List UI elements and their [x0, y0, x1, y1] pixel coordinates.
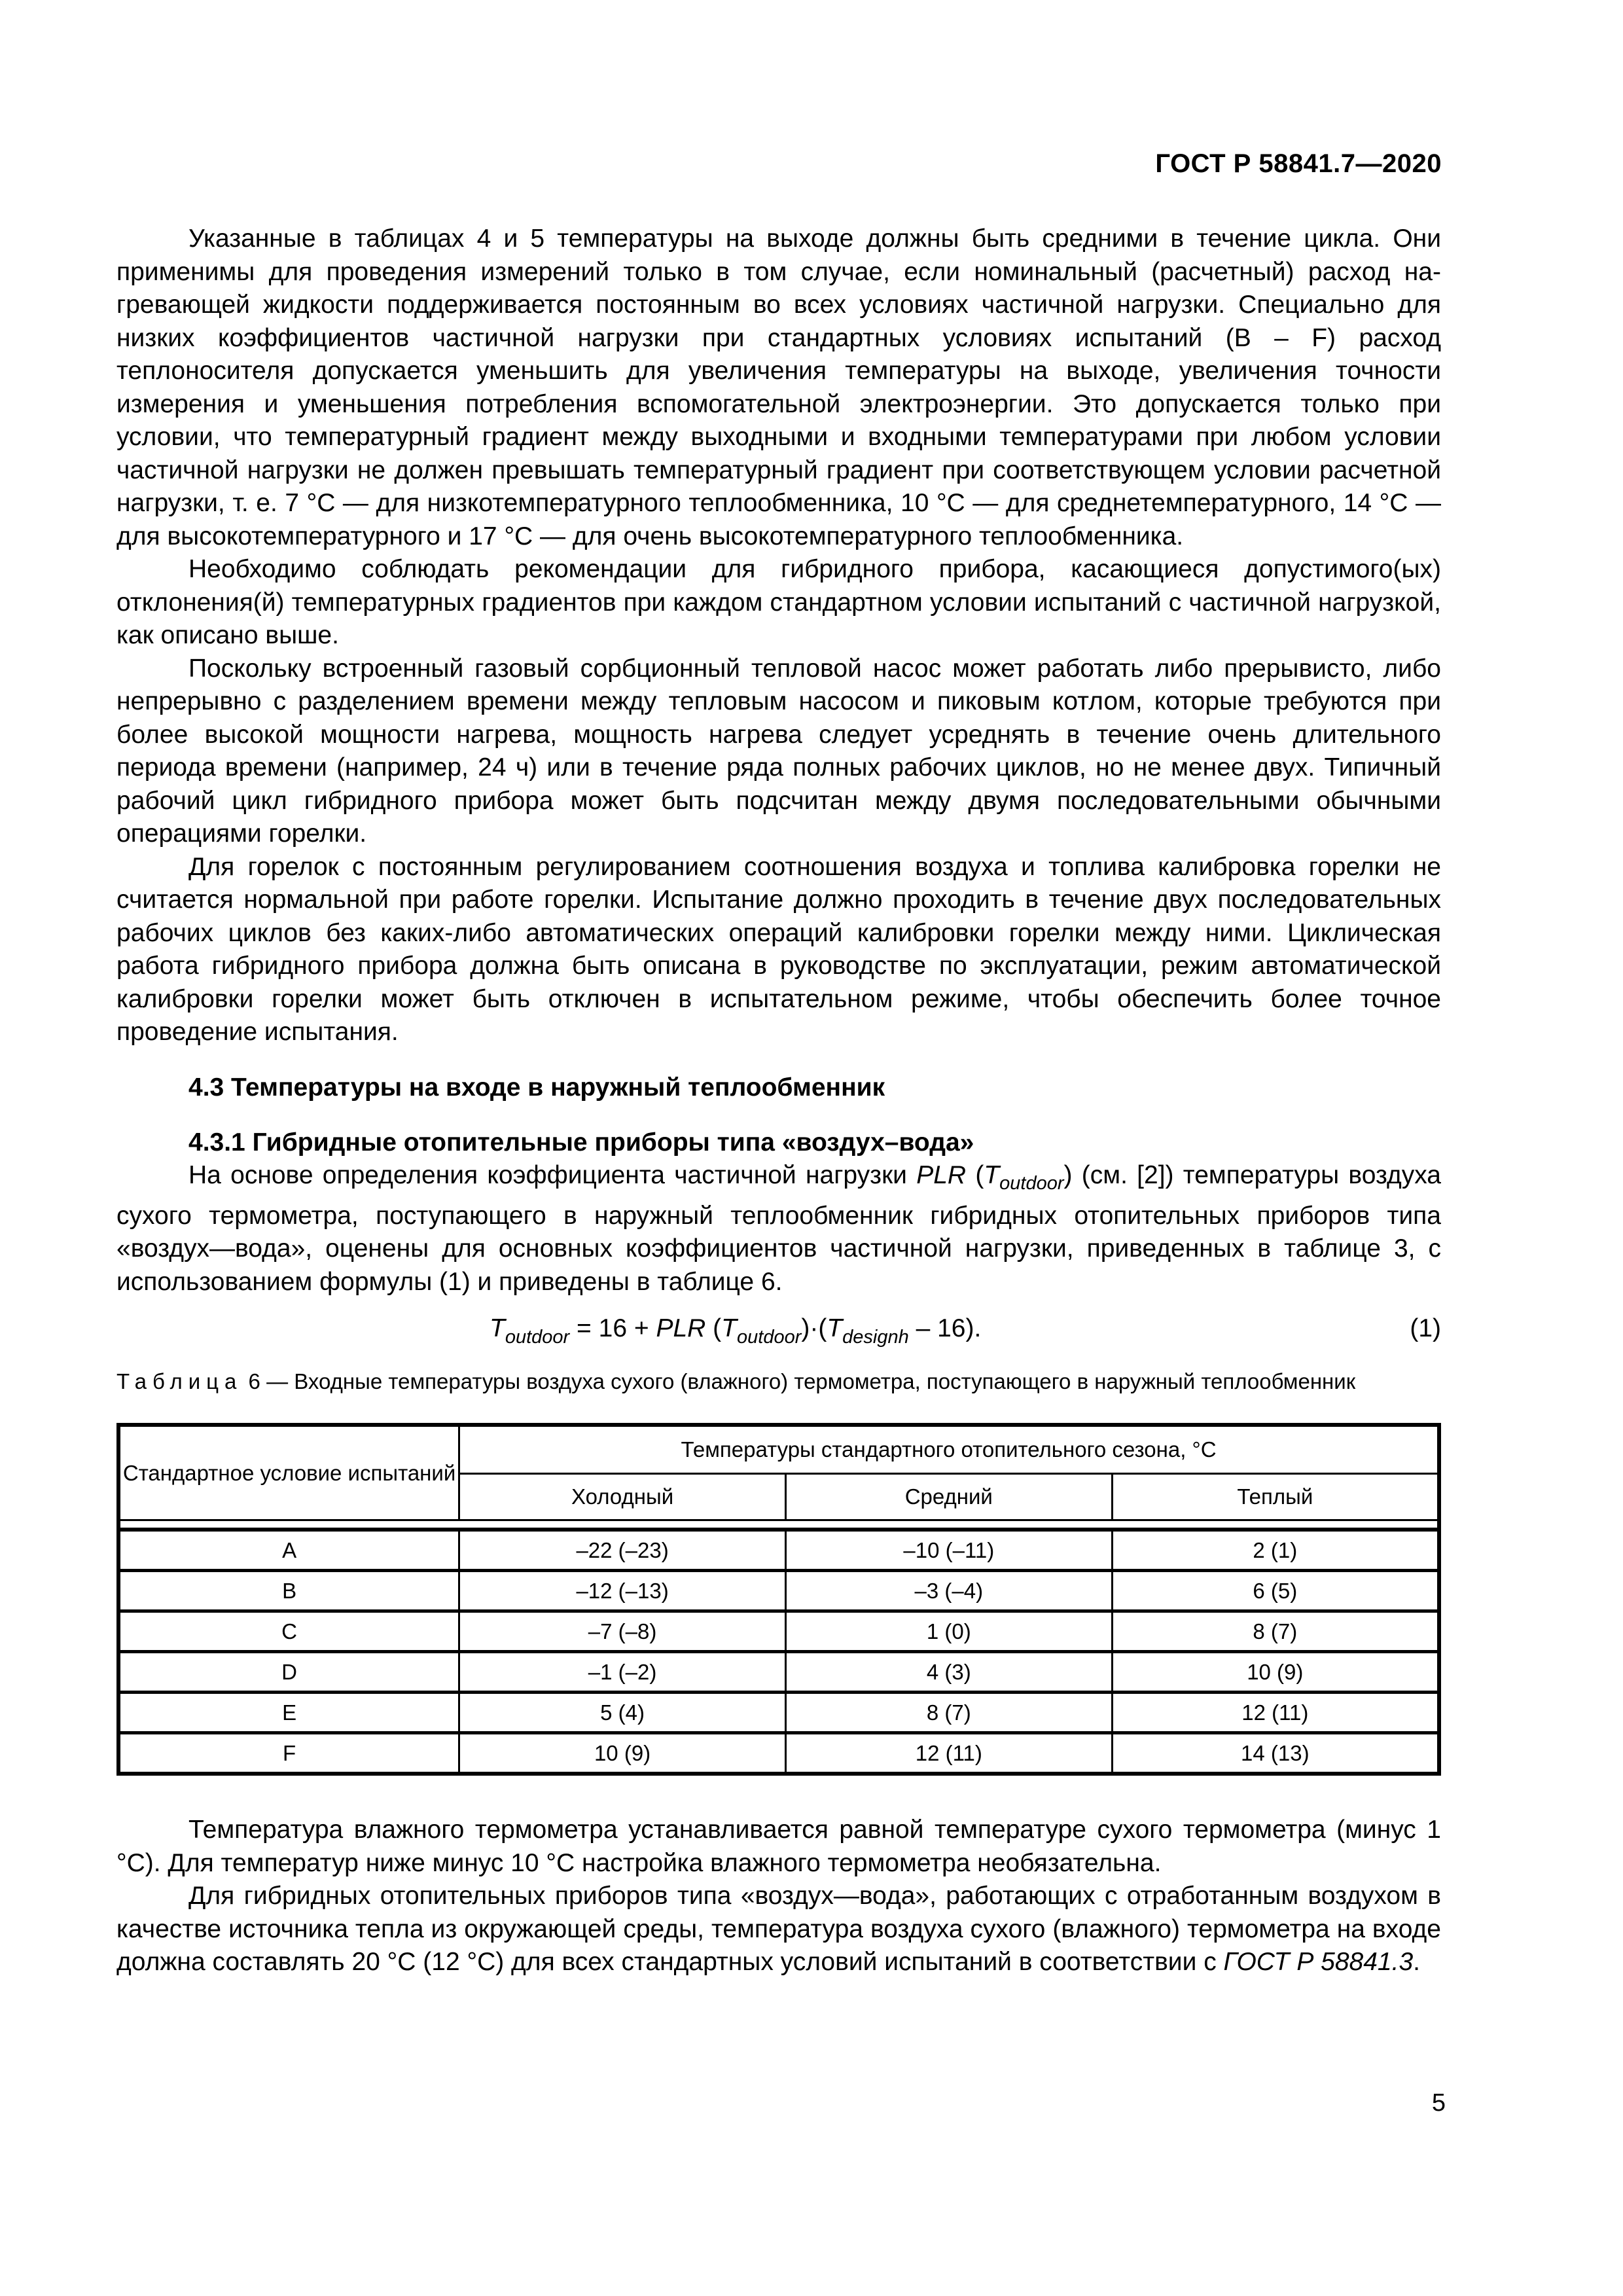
text: (	[705, 1314, 722, 1343]
t-symbol: T	[721, 1314, 737, 1343]
formula-number: (1)	[1410, 1314, 1441, 1343]
table-6	[116, 1423, 1441, 1776]
table-caption	[116, 1367, 1441, 1397]
table-row	[118, 1611, 1439, 1652]
formula-expression	[490, 1314, 981, 1348]
separator-cell	[118, 1520, 1439, 1530]
cell-cold: –1 (–2)	[459, 1652, 786, 1693]
cell-warm: 12 (11)	[1112, 1693, 1439, 1733]
table-row	[118, 1530, 1439, 1571]
paragraph: Температура влажного термометра устанавливается равной температуре сухого термометра (минус 1 °С). Для температур ниже минус 10 °С настройка влажного термометра необязательна.	[116, 1816, 1441, 1877]
column-header-warm: Теплый	[1112, 1474, 1439, 1520]
text: – 16).	[908, 1314, 982, 1343]
t-symbol: T	[984, 1160, 1000, 1189]
cell-cold: –12 (–13)	[459, 1571, 786, 1611]
cell-average: 4 (3)	[786, 1652, 1113, 1693]
formula-1	[116, 1312, 1441, 1352]
cell-average: –10 (–11)	[786, 1530, 1113, 1571]
column-header-cold: Холодный	[459, 1474, 786, 1520]
cell-average: 1 (0)	[786, 1611, 1113, 1652]
page-number: 5	[1431, 2089, 1446, 2117]
subscript: outdoor	[999, 1172, 1064, 1194]
cell-condition: E	[118, 1693, 459, 1733]
text: На основе определения коэффициента частичной нагрузки	[188, 1160, 917, 1189]
section-heading-4-3-1: 4.3.1 Гибридные отопительные приборы типа «воздух–вода»	[188, 1128, 974, 1157]
text: ) (см. [2]) температуры воздуха сухого термометра, поступающего в наружный теплообменник гибридных отопительных приборов типа «воздух—вода», оценены для основных коэффициентов частичной нагрузки, приведенных в таблице 3, с использованием формулы (1) и приведены в таблице 6.	[116, 1160, 1441, 1296]
subscript: outdoor	[737, 1327, 802, 1348]
cell-cold: –22 (–23)	[459, 1530, 786, 1571]
cell-cold: 5 (4)	[459, 1693, 786, 1733]
cell-condition: D	[118, 1652, 459, 1693]
t-symbol: T	[827, 1314, 843, 1343]
column-header-average: Средний	[786, 1474, 1113, 1520]
cell-condition: F	[118, 1733, 459, 1774]
subscript: designh	[842, 1327, 909, 1348]
cell-cold: 10 (9)	[459, 1733, 786, 1774]
page-content	[116, 223, 1441, 1979]
text: = 16 +	[569, 1314, 656, 1343]
text: Для гибридных отопительных приборов типа «воздух—вода», работающих с отработанным воздухом в качестве источника тепла из окружающей среды, температура воздуха сухого (влажного) термометра на входе должна составлять 20 °С (12 °С) для всех стандартных условий испытаний в соответствии с	[116, 1882, 1441, 1977]
text: (	[966, 1160, 984, 1189]
plr-symbol: PLR	[656, 1314, 706, 1343]
paragraph: Указанные в таблицах 4 и 5 температуры на выходе должны быть средними в течение цикла. Они применимы для проведения измерений только в том случае, если номинальный (расчетный) расход нагревающей жидкости поддерживается постоянным во всех условиях частичной нагрузки. Специально для низких коэффициентов частичной нагрузки при стандартных условиях испытаний (B – F) расход теплоносителя допускается уменьшить для увеличения температуры на выходе, увеличения точности измерения и уменьшения потребления вспомогательной электроэнергии. Это допускается только при условии, что температурный градиент между выходными и входными температурами при любом условии частичной нагрузки не должен превышать температурный градиент при соответствующем условии расчетной нагрузки, т. е. 7 °С — для низкотемпературного теплообменника, 10 °С — для среднетемпературного, 14 °С — для высокотемпературного и 17 °С — для очень высокотемпературного теплообменника.	[116, 224, 1441, 550]
document-code: ГОСТ Р 58841.7—2020	[1155, 149, 1442, 178]
cell-condition: A	[118, 1530, 459, 1571]
cell-average: 8 (7)	[786, 1693, 1113, 1733]
cell-warm: 2 (1)	[1112, 1530, 1439, 1571]
cell-average: 12 (11)	[786, 1733, 1113, 1774]
section-heading-4-3: 4.3 Температуры на входе в наружный теплообменник	[188, 1073, 885, 1102]
paragraph-plr	[116, 1159, 1441, 1299]
paragraph-with-reference	[116, 1880, 1441, 1979]
cell-warm: 10 (9)	[1112, 1652, 1439, 1693]
column-header-condition: Стандартное условие испытаний	[118, 1425, 459, 1520]
paragraph: Для горелок с постоянным регулированием соотношения воздуха и топлива калибровка горелки не считается нормальной при работе горелки. Испытание должно проходить в течение двух последовательных рабочих циклов без каких-либо автоматических операций калибровки горелки между ними. Циклическая работа гибридного прибора должна быть описана в руководстве по эксплуатации, режим автоматической калибровки горелки может быть отключен в испытательном режиме, чтобы обеспечить более точное проведение испытания.	[116, 852, 1441, 1046]
header-separator	[118, 1520, 1439, 1530]
cell-warm: 14 (13)	[1112, 1733, 1439, 1774]
plr-symbol: PLR	[916, 1160, 967, 1189]
paragraph: Необходимо соблюдать рекомендации для гибридного прибора, касающиеся допустимого(ых) отклонения(й) температурных градиентов при каждом стандартном условии испытаний с частичной нагрузкой, как описано выше.	[116, 555, 1441, 649]
cell-condition: B	[118, 1571, 459, 1611]
table-row	[118, 1733, 1439, 1774]
caption-label: Таблица	[116, 1369, 243, 1394]
t-symbol: T	[490, 1314, 505, 1343]
paragraph: Поскольку встроенный газовый сорбционный тепловой насос может работать либо прерывисто, либо непрерывно с разделением времени между тепловым насосом и пиковым котлом, которые требуются при более высокой мощности нагрева, мощность нагрева следует усреднять в течение очень длительного периода времени (например, 24 ч) или в течение ряда полных рабочих циклов, но не менее двух. Типичный рабочий цикл гибридного прибора может быть подсчитан между двумя последовательными обычными операциями горелки.	[116, 654, 1441, 848]
cell-condition: C	[118, 1611, 459, 1652]
text: )·(	[801, 1314, 827, 1343]
table-row	[118, 1652, 1439, 1693]
cell-warm: 8 (7)	[1112, 1611, 1439, 1652]
cell-cold: –7 (–8)	[459, 1611, 786, 1652]
table-row	[118, 1693, 1439, 1733]
caption-text: 6 — Входные температуры воздуха сухого (влажного) термометра, поступающего в наружный теплообменник	[242, 1369, 1356, 1394]
cell-warm: 6 (5)	[1112, 1571, 1439, 1611]
column-group-header: Температуры стандартного отопительного сезона, °С	[459, 1425, 1439, 1474]
subscript: outdoor	[505, 1327, 570, 1348]
standard-reference-link: ГОСТ Р 58841.3	[1223, 1948, 1414, 1977]
table-row	[118, 1571, 1439, 1611]
cell-average: –3 (–4)	[786, 1571, 1113, 1611]
text: .	[1413, 1948, 1420, 1977]
